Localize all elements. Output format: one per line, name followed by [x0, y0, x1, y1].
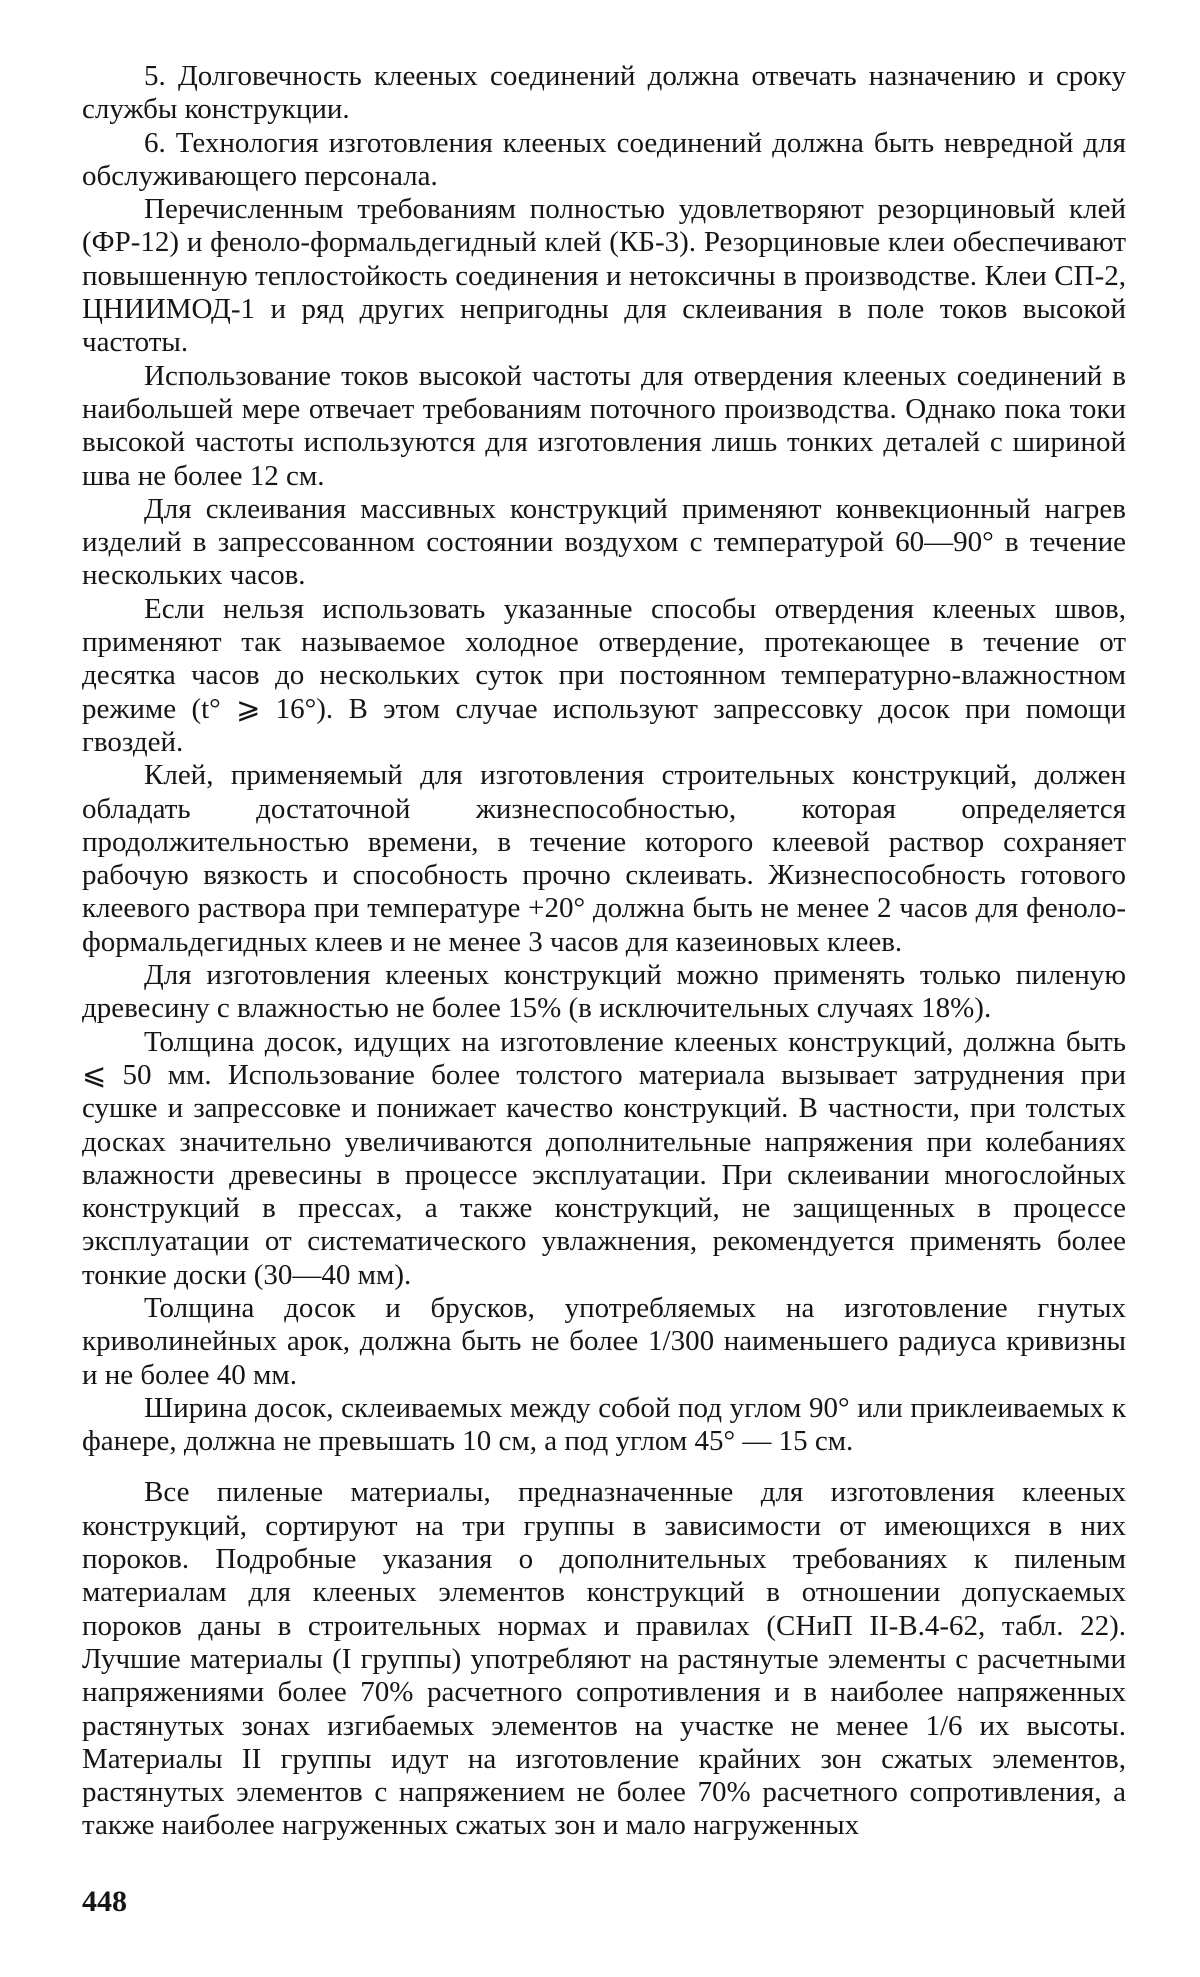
paragraph: Все пиленые материалы, предназначенные для изготовления клееных конструкций, сортируют на три группы в зависимости от имеющихся в них пороков. Подробные указания о дополнительных требованиях к пиленым материалам для клееных элементов конструкций в отношении допускаемых пороков даны в строительных нормах и правилах (СНиП II-В.4-62, табл. 22). Лучшие материалы (I группы) употребляют на растянутые элементы с расчетными напряжениями более 70% расчетного сопротивления и в наиболее напряженных растянутых зонах изгибаемых элементов на участке не менее 1/6 их высоты. Материалы II группы идут на изготовление крайних зон сжатых элементов, растянутых элементов с напряжением не более 70% расчетного сопротивления, а также наиболее нагруженных сжатых зон и мало нагруженных	[82, 1476, 1126, 1842]
paragraph: 6. Технология изготовления клееных соединений должна быть невредной для обслуживающего персонала.	[82, 126, 1126, 192]
paragraph: Перечисленным требованиям полностью удовлетворяют резорциновый клей (ФР-12) и феноло-формальдегидный клей (КБ-3). Резорциновые клеи обеспечивают повышенную теплостойкость соединения и нетоксичны в производстве. Клеи СП-2, ЦНИИМОД-1 и ряд других непригодны для склеивания в поле токов высокой частоты.	[82, 193, 1126, 359]
paragraph: Использование токов высокой частоты для отвердения клееных соединений в наибольшей мере отвечает требованиям поточного производства. Однако пока токи высокой частоты используются для изготовления лишь тонких деталей с шириной шва не более 12 см.	[82, 359, 1126, 492]
paragraph: Клей, применяемый для изготовления строительных конструкций, должен обладать достаточной жизнеспособностью, которая определяется продолжительностью времени, в течение которого клеевой раствор сохраняет рабочую вязкость и способность прочно склеивать. Жизнеспособность готового клеевого раствора при температуре +20° должна быть не менее 2 часов для феноло-формальдегидных клеев и не менее 3 часов для казеиновых клеев.	[82, 759, 1126, 958]
paragraph: 5. Долговечность клееных соединений должна отвечать назначению и сроку службы конструкции.	[82, 60, 1126, 126]
page-number: 448	[82, 1885, 127, 1918]
paragraph: Для склеивания массивных конструкций применяют конвекционный нагрев изделий в запрессованном состоянии воздухом с температурой 60—90° в течение нескольких часов.	[82, 492, 1126, 592]
paragraph: Толщина досок, идущих на изготовление клееных конструкций, должна быть ⩽ 50 мм. Использование более толстого материала вызывает затруднения при сушке и запрессовке и понижает качество конструкций. В частности, при толстых досках значительно увеличиваются дополнительные напряжения при колебаниях влажности древесины в процессе эксплуатации. При склеивании многослойных конструкций в прессах, а также конструкций, не защищенных в процессе эксплуатации от систематического увлажнения, рекомендуется применять более тонкие доски (30—40 мм).	[82, 1025, 1126, 1291]
page-body	[82, 60, 1126, 1843]
paragraph: Толщина досок и брусков, употребляемых на изготовление гнутых криволинейных арок, должна быть не более 1/300 наименьшего радиуса кривизны и не более 40 мм.	[82, 1291, 1126, 1391]
paragraph: Для изготовления клееных конструкций можно применять только пиленую древесину с влажностью не более 15% (в исключительных случаях 18%).	[82, 959, 1126, 1025]
paragraph: Ширина досок, склеиваемых между собой под углом 90° или приклеиваемых к фанере, должна не превышать 10 см, а под углом 45° — 15 см.	[82, 1391, 1126, 1458]
paragraph: Если нельзя использовать указанные способы отвердения клееных швов, применяют так называемое холодное отвердение, протекающее в течение от десятка часов до нескольких суток при постоянном температурно-влажностном режиме (t° ⩾ 16°). В этом случае используют запрессовку досок при помощи гвоздей.	[82, 592, 1126, 758]
